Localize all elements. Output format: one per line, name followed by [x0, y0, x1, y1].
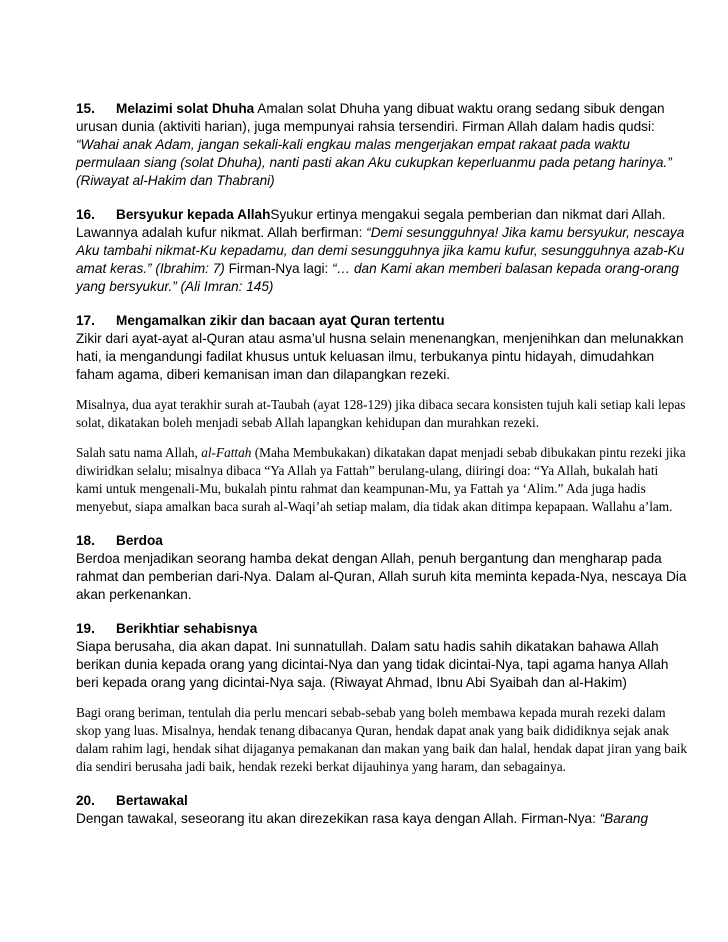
section-20-number: 20.: [76, 793, 95, 808]
section-16-text-2: Firman-Nya lagi:: [224, 261, 333, 276]
section-19-heading: [76, 620, 688, 638]
section-17-allah-name: al-Fattah: [201, 445, 252, 460]
section-19-paragraph-2: Bagi orang beriman, tentulah dia perlu mencari sebab-sebab yang boleh membawa kepada murah rezeki dalam skop yang luas. Misalnya, hendak tenang dibacanya Quran, hendak dapat anak yang baik dididiknya sejak anak dalam rahim lagi, hendak sihat dijaganya pemakanan dan makan yang baik dan halal, hendak dapat jiran yang baik dia sendiri berusaha jadi baik, hendak rezeki berkat dijauhinya yang haram, dan sebagainya.: [76, 705, 688, 774]
section-20-text: Dengan tawakal, seseorang itu akan direzekikan rasa kaya dengan Allah. Firman-Nya:: [76, 811, 600, 826]
section-20-heading: [76, 792, 688, 810]
section-16-title: Bersyukur kepada Allah: [116, 207, 271, 222]
section-17-paragraph-2: Misalnya, dua ayat terakhir surah at-Taubah (ayat 128-129) jika dibaca secara konsisten tujuh kali setiap kali lepas solat, dikatakan boleh menjadi sebab Allah lapangkan kehidupan dan murahkan rezeki.: [76, 397, 686, 430]
section-17-heading: [76, 312, 688, 330]
section-16-quote-1: “Demi sesungguhnya! Jika kamu bersyukur, nescaya Aku tambahi nikmat-Ku kepadamu, dan demi sesungguhnya jika kamu kufur, sesungguhnya azab-Ku amat keras.” (Ibrahim: 7): [76, 225, 685, 276]
section-15-quote: “Wahai anak Adam, jangan sekali-kali engkau malas mengerjakan empat rakaat pada waktu permulaan siang (solat Dhuha), nanti pasti akan Aku cukupkan keperluanmu pada petang harinya.” (Riwayat al-Hakim dan Thabrani): [76, 137, 672, 188]
section-17-paragraph-3-end: (Maha Membukakan) dikatakan dapat menjadi sebab dibukakan pintu rezeki jika diwiridkan selalu; misalnya dibaca “Ya Allah ya Fattah” berulang-ulang, diiringi doa: “Ya Allah, bukalah hati kami untuk mengenali-Mu, bukalah pintu rahmat dan keampunan-Mu, ya Fattah ya ‘Alim.” Ada juga hadis menyebut, siapa amalkan baca surah al-Waqi’ah setiap malam, dia tidak akan ditimpa kepapaan. Wallahu a’lam.: [76, 445, 686, 514]
section-18-body: Berdoa menjadikan seorang hamba dekat dengan Allah, penuh bergantung dan mengharap pada rahmat dan pemberian dari-Nya. Dalam al-Quran, Allah suruh kita meminta kepada-Nya, nescaya Dia akan perkenankan.: [76, 551, 687, 602]
section-19-body: Siapa berusaha, dia akan dapat. Ini sunnatullah. Dalam satu hadis sahih dikatakan bahawa Allah berikan dunia kepada orang yang dicintai-Nya dan yang tidak dicintai-Nya, tapi agama hanya Allah beri kepada orang yang dicintai-Nya saja. (Riwayat Ahmad, Ibnu Abi Syaibah dan al-Hakim): [76, 639, 669, 690]
section-16-text: Syukur ertinya mengakui segala pemberian dan nikmat dari Allah. Lawannya adalah kufur nikmat. Allah berfirman:: [76, 207, 666, 240]
section-17-paragraph-3-start: Salah satu nama Allah,: [76, 445, 202, 460]
section-17-body: Zikir dari ayat-ayat al-Quran atau asma’ul husna selain menenangkan, menjenihkan dan melunakkan hati, ia mengandungi fadilat khusus untuk keluasan ilmu, terbukanya pintu hidayah, dimudahkan faham agama, diberi kemanisan iman dan dilapangkan rezeki.: [76, 331, 684, 382]
section-16: [76, 206, 688, 296]
section-19-title: Berikhtiar sehabisnya: [116, 621, 258, 636]
section-20-title: Bertawakal: [116, 793, 188, 808]
section-17-number: 17.: [76, 313, 95, 328]
section-16-number: 16.: [76, 207, 95, 222]
section-15-text: Amalan solat Dhuha yang dibuat waktu orang sedang sibuk dengan urusan dunia (aktiviti harian), juga mempunyai rahsia tersendiri. Firman Allah dalam hadis qudsi:: [76, 101, 665, 134]
section-15: [76, 100, 688, 190]
section-15-number: 15.: [76, 101, 95, 116]
section-17-title: Mengamalkan zikir dan bacaan ayat Quran tertentu: [116, 313, 445, 328]
section-18-heading: [76, 532, 688, 550]
section-17-paragraph-3: [76, 444, 688, 516]
section-15-title: Melazimi solat Dhuha: [116, 101, 255, 116]
section-18-title: Berdoa: [116, 533, 163, 548]
section-20-quote: “Barang: [599, 811, 649, 826]
section-18-number: 18.: [76, 533, 95, 548]
section-20-body: [76, 810, 688, 828]
document-page: [76, 100, 688, 828]
section-19-number: 19.: [76, 621, 95, 636]
section-16-quote-2: “… dan Kami akan memberi balasan kepada orang-orang yang bersyukur.” (Ali Imran: 145): [76, 261, 679, 294]
